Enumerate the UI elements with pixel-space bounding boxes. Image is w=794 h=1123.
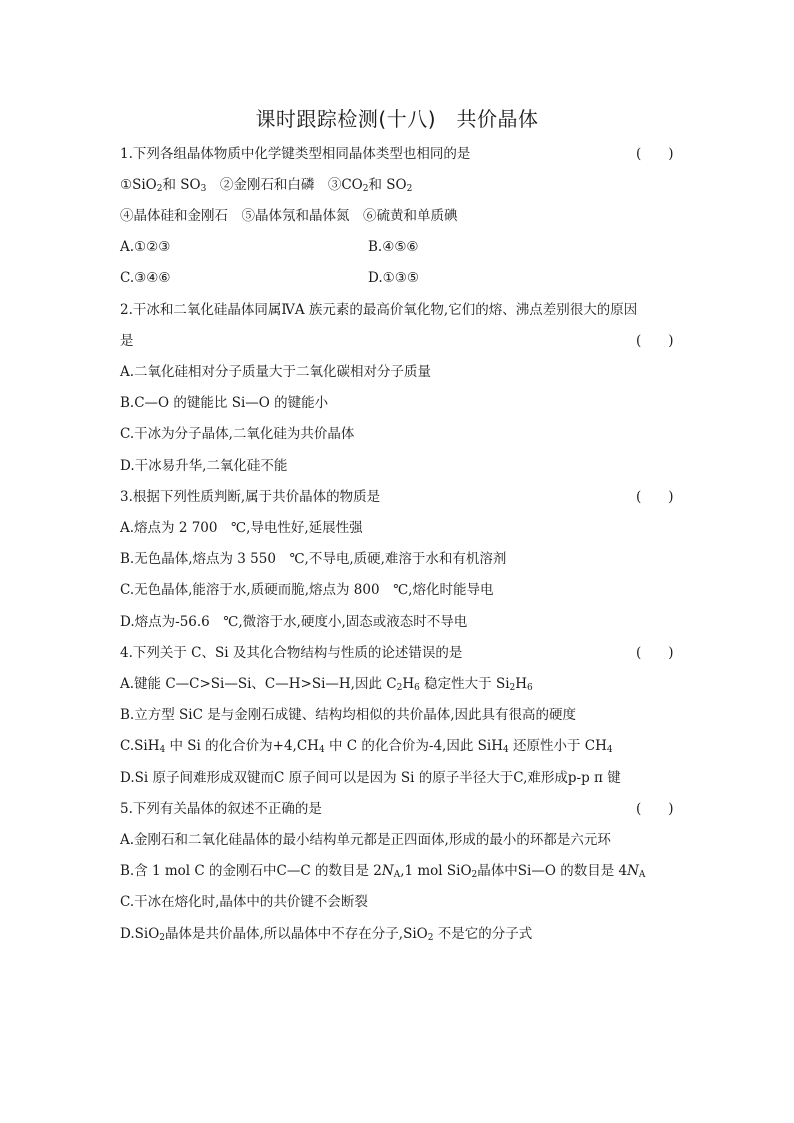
q1-answer-paren: ( ) xyxy=(636,146,674,162)
q2-stem-line1: 2.干冰和二氧化硅晶体同属ⅣA 族元素的最高价氧化物,它们的熔、沸点差别很大的原因 xyxy=(120,302,638,318)
q2-option-c: C.干冰为分子晶体,二氧化硅为共价晶体 xyxy=(120,426,355,442)
q5-option-b: B.含 1 mol C 的金刚石中C—C 的数目是 $2N_A,1$ mol SiO$_2$晶体中Si—O 的数目是 $4N_A$ xyxy=(120,863,646,880)
q3-option-c: C.无色晶体,能溶于水,质硬而脆,熔点为 800 ℃,熔化时能导电 xyxy=(120,582,494,598)
q1-items-row2: ④晶体硅和金刚石 ⑤晶体氖和晶体氮 ⑥硫黄和单质碘 xyxy=(120,208,458,224)
q5-answer-paren: ( ) xyxy=(636,801,674,817)
q2-option-a: A.二氧化硅相对分子质量大于二氧化碳相对分子质量 xyxy=(120,364,432,380)
q5-option-d: D.SiO$_2$晶体是共价晶体,所以晶体中不存在分子,SiO$_2$ 不是它的分子式 xyxy=(120,926,533,943)
q3-option-d: D.熔点为-56.6 ℃,微溶于水,硬度小,固态或液态时不导电 xyxy=(120,614,468,630)
q5-option-a: A.金刚石和二氧化硅晶体的最小结构单元都是正四面体,形成的最小的环都是六元环 xyxy=(120,832,611,848)
q4-option-d: D.Si 原子间难形成双键而C 原子间可以是因为 Si 的原子半径大于C,难形成p-p π 键 xyxy=(120,770,621,786)
q2-stem-line2: 是 xyxy=(120,333,134,349)
q4-answer-paren: ( ) xyxy=(636,645,674,661)
q4-option-b: B.立方型 SiC 是与金刚石成键、结构均相似的共价晶体,因此具有很高的硬度 xyxy=(120,707,576,723)
q1-stem: 1.下列各组晶体物质中化学键类型相同晶体类型也相同的是 xyxy=(120,146,471,162)
q4-option-c: C.SiH$_4$ 中 Si 的化合价为$+4,CH_4$ 中 C 的化合价为-4,因此 SiH$_4$ 还原性小于 $CH_4$ xyxy=(120,738,613,755)
q3-option-a: A.熔点为 2 700 ℃,导电性好,延展性强 xyxy=(120,520,363,536)
q1-option-b: B.④⑤⑥ xyxy=(368,239,419,255)
q3-stem: 3.根据下列性质判断,属于共价晶体的物质是 xyxy=(120,489,381,505)
q2-option-d: D.干冰易升华,二氧化硅不能 xyxy=(120,458,288,474)
q1-option-c: C.③④⑥ xyxy=(120,270,171,286)
q5-option-c: C.干冰在熔化时,晶体中的共价键不会断裂 xyxy=(120,894,368,910)
q3-option-b: B.无色晶体,熔点为 3 550 ℃,不导电,质硬,难溶于水和有机溶剂 xyxy=(120,551,507,567)
q1-option-a: A.①②③ xyxy=(120,239,171,255)
q2-option-b: B.C—O 的键能比 Si—O 的键能小 xyxy=(120,395,329,411)
q2-answer-paren: ( ) xyxy=(636,333,674,349)
q1-option-d: D.①③⑤ xyxy=(368,270,419,286)
q4-stem: 4.下列关于 C、Si 及其化合物结构与性质的论述错误的是 xyxy=(120,645,463,661)
page-title: 课时跟踪检测(十八) 共价晶体 xyxy=(255,107,539,131)
q1-items-row1: ①SiO$_2$和 $SO_3$ ②金刚石和白磷 $③CO_2$和 $SO_2$ xyxy=(120,177,413,194)
q5-stem: 5.下列有关晶体的叙述不正确的是 xyxy=(120,801,322,817)
q3-answer-paren: ( ) xyxy=(636,489,674,505)
q4-option-a: A.键能 C—C>Si—Si、C—H>Si—H,因此 $C_2H_6$ 稳定性大于 $Si_2H_6$ xyxy=(120,676,533,693)
